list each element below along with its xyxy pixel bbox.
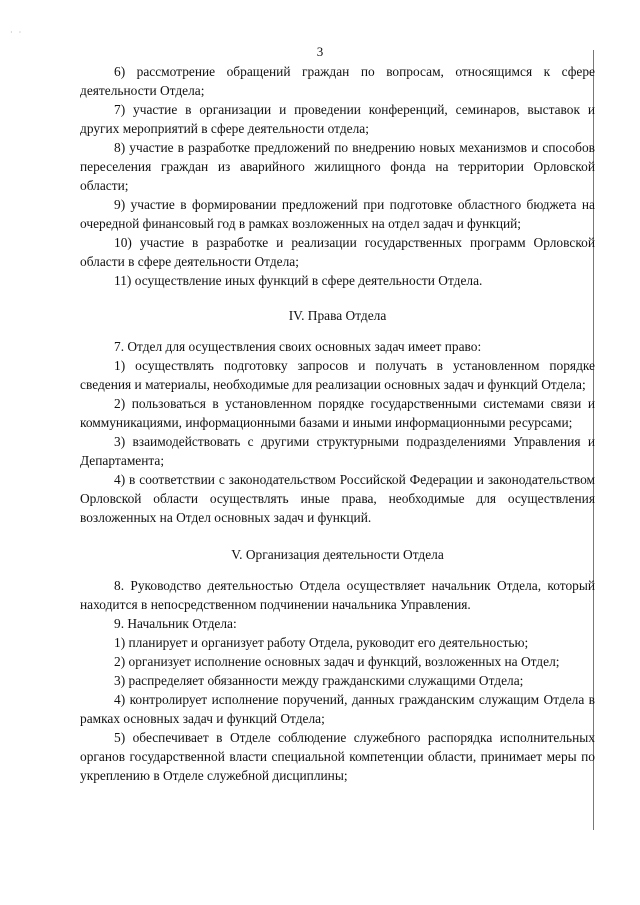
paragraph: 4) контролирует исполнение поручений, данных гражданским служащим Отдела в рамках основных задач и функций Отдела; [80, 692, 595, 726]
paragraph: 10) участие в разработке и реализации государственных программ Орловской области в сфере деятельности Отдела; [80, 235, 595, 269]
section-heading-rights: IV. Права Отдела [288, 308, 387, 323]
paragraph: 9. Начальник Отдела: [114, 616, 237, 631]
scan-specks: · · [10, 28, 22, 37]
paragraph: 2) организует исполнение основных задач и функций, возложенных на Отдел; [114, 654, 560, 669]
paragraph: 9) участие в формировании предложений при подготовке областного бюджета на очередной финансовый год в рамках возложенных на отдел задач и функций; [80, 197, 595, 231]
section-heading-organization: V. Организация деятельности Отдела [231, 547, 444, 562]
paragraph: 2) пользоваться в установленном порядке государственными системами связи и коммуникациями, информационными базами и иными информационными ресурсами; [80, 396, 595, 430]
paragraph: 11) осуществление иных функций в сфере деятельности Отдела. [114, 273, 483, 288]
paragraph: 1) планирует и организует работу Отдела, руководит его деятельностью; [114, 635, 529, 650]
paragraph: 4) в соответствии с законодательством Российской Федерации и законодательством Орловской области осуществлять иные права, необходимые для осуществления возложенных на Отдел основных задач и функций. [80, 472, 595, 525]
paragraph: 6) рассмотрение обращений граждан по вопросам, относящимся к сфере деятельности Отдела; [80, 64, 595, 98]
paragraph: 3) взаимодействовать с другими структурными подразделениями Управления и Департамента; [80, 434, 595, 468]
paragraph: 3) распределяет обязанности между гражданскими служащими Отдела; [114, 673, 524, 688]
paragraph: 7. Отдел для осуществления своих основных задач имеет право: [114, 339, 482, 354]
paragraph: 7) участие в организации и проведении конференций, семинаров, выставок и других мероприятий в сфере деятельности отдела; [80, 102, 595, 136]
paragraph: 1) осуществлять подготовку запросов и получать в установленном порядке сведения и материалы, необходимые для реализации основных задач и функций Отдела; [80, 358, 595, 392]
page-number: 3 [316, 44, 324, 59]
paragraph: 8. Руководство деятельностью Отдела осуществляет начальник Отдела, который находится в непосредственном подчинении начальника Управления. [80, 578, 595, 612]
paragraph: 5) обеспечивает в Отделе соблюдение служебного распорядка исполнительных органов государственной власти специальной компетенции области, принимает меры по укреплению в Отделе служебной дисциплины; [80, 730, 595, 783]
document-body [80, 62, 595, 785]
paragraph: 8) участие в разработке предложений по внедрению новых механизмов и способов переселения граждан из аварийного жилищного фонда на территории Орловской области; [80, 140, 595, 193]
